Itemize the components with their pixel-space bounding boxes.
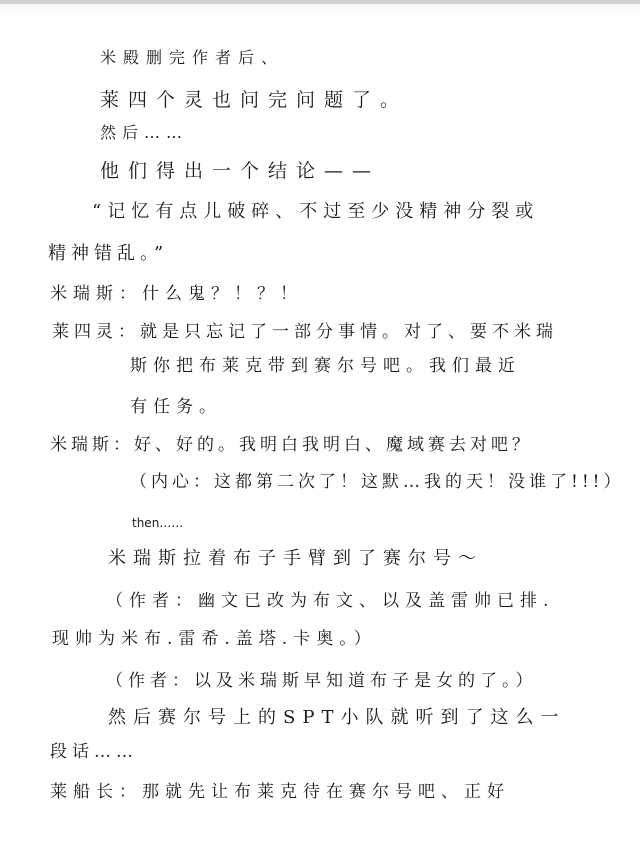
page-top-edge [0, 0, 640, 4]
text-line: 然后…… [100, 123, 189, 142]
text-line: 精神错乱。” [48, 243, 169, 264]
text-line: then…… [132, 516, 184, 530]
inner-thought-line: （内心：这都第二次了！这默…我的天！没谁了!!!） [130, 472, 625, 492]
dialogue-line: 米瑞斯：什么鬼？！？！ [50, 284, 303, 304]
dialogue-line: 莱船长：那就先让布莱克待在赛尔号吧、正好 [50, 782, 510, 802]
text-line: 米瑞斯拉着布子手臂到了赛尔号～ [108, 548, 483, 569]
text-line: 莱四个灵也问完问题了。 [100, 89, 409, 111]
dialogue-line: 米瑞斯：好、好的。我明白我明白、魔域赛去对吧？ [50, 435, 533, 455]
text-line: 段话…… [50, 742, 138, 762]
author-note-line: （作者：幽文已改为布文、以及盖雷帅已排. [106, 591, 555, 611]
text-line: “记忆有点儿破碎、不过至少没精神分裂或 [92, 201, 540, 222]
text-line: 然后赛尔号上的SPT小队就听到了这么一 [108, 707, 566, 728]
author-note-line: （作者：以及米瑞斯早知道布子是女的了。） [106, 671, 538, 691]
author-note-continuation: 现帅为米布.雷希.盖塔.卡奥。） [52, 629, 377, 649]
dialogue-continuation: 有任务。 [130, 397, 222, 417]
text-line: 米殿删完作者后、 [100, 48, 285, 67]
text-line: 他们得出一个结论—— [100, 160, 381, 182]
dialogue-line: 莱四灵：就是只忘记了一部分事情。对了、要不米瑞 [52, 322, 558, 342]
dialogue-continuation: 斯你把布莱克带到赛尔号吧。我们最近 [130, 356, 521, 376]
